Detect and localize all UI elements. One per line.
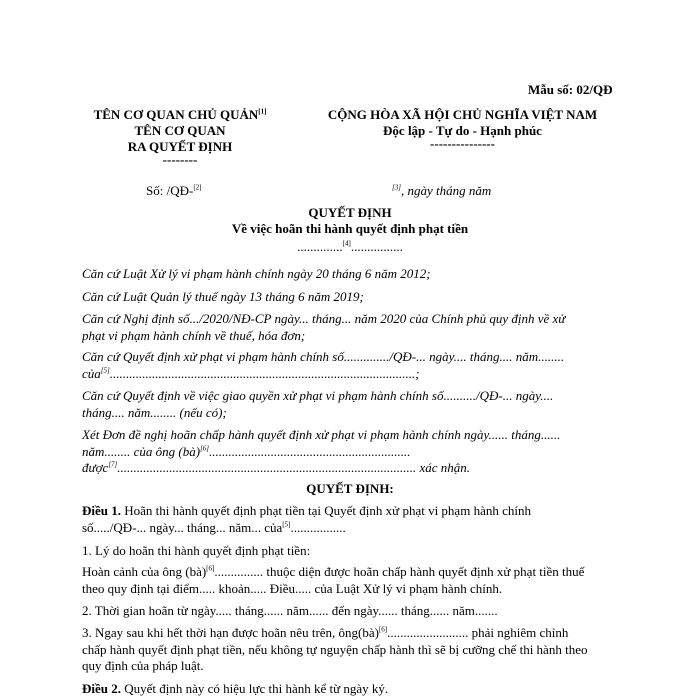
form-number: Mẫu số: 02/QĐ	[528, 82, 613, 97]
basis-text: được	[82, 460, 109, 475]
item-line: quy định của pháp luật.	[82, 658, 204, 673]
article-text: số...../QĐ-... ngày... tháng... năm... của	[82, 519, 283, 535]
item-line	[82, 625, 622, 642]
agency-separator: --------	[162, 152, 198, 167]
article-label: Điều 2.	[82, 681, 121, 696]
article-text: Hoãn thi hành quyết định phạt tiền tại Quyết định xử phạt vi phạm hành chính	[121, 503, 531, 518]
item-line: chấp hành quyết định phạt tiền, nếu không tự nguyện chấp hành thì sẽ bị cưỡng chế thi hành theo	[82, 641, 588, 657]
basis-text: ..............................................................	[209, 443, 411, 459]
basis-text: năm........ của ông (bà)	[82, 443, 201, 459]
basis-line: tháng.... năm........ (nếu có);	[82, 404, 227, 420]
article-line	[82, 520, 622, 537]
basis-text: ..............................................................................................;	[109, 365, 420, 381]
authority-dots-left: ..............	[297, 239, 343, 254]
document-subtitle: Về việc hoãn thi hành quyết định phạt tiền	[231, 221, 469, 236]
legal-basis-1	[82, 266, 622, 283]
agency-parent-text: TÊN CƠ QUAN CHỦ QUẢN	[93, 107, 259, 122]
footnote-ref: [2]	[193, 183, 202, 192]
item-line	[82, 564, 622, 581]
document-title: QUYẾT ĐỊNH	[308, 205, 392, 220]
item-text: 2. Thời gian hoãn từ ngày..... tháng...... năm...... đến ngày...... tháng...... năm.......	[82, 603, 498, 618]
legal-basis-2	[82, 289, 622, 306]
basis-line: Căn cứ Quyết định xử phạt vi phạm hành chính số............../QĐ-... ngày.... tháng.... năm........	[82, 349, 565, 364]
footnote-ref: [6]	[378, 625, 388, 634]
item-text: 3. Ngay sau khi hết thời hạn được hoãn nêu trên, ông(bà)	[82, 625, 379, 640]
article-text: Quyết định này có hiệu lực thi hành kể từ ngày ký.	[121, 681, 389, 696]
agency-name: TÊN CƠ QUAN	[134, 123, 226, 138]
basis-line: Căn cứ Quyết định về việc giao quyền xử phạt vi phạm hành chính số........../QĐ-... ngày....	[82, 388, 554, 403]
item-text: Hoàn cảnh của ông (bà)	[82, 564, 207, 579]
item-1-title	[82, 543, 622, 560]
article-2	[82, 681, 622, 698]
decision-number-label: Số: /QĐ-	[146, 183, 194, 198]
basis-line: phạt vi phạm hành chính về thuế, hóa đơn;	[82, 327, 306, 343]
motto-separator: ---------------	[430, 136, 495, 151]
item-1-body	[82, 564, 622, 597]
nation-motto: Độc lập - Tự do - Hạnh phúc	[383, 123, 542, 138]
item-3	[82, 625, 622, 675]
footnote-ref: [5]	[282, 520, 291, 529]
basis-text: của	[82, 365, 101, 381]
article-text: .................	[290, 519, 346, 535]
authority-dots-right: ................	[350, 239, 403, 254]
footnote-ref: [6]	[206, 564, 215, 573]
legal-basis-6	[82, 427, 622, 477]
basis-line: Xét Đơn đề nghị hoãn chấp hành quyết định xử phạt vi phạm hành chính ngày...... tháng......	[82, 427, 561, 442]
article-line	[82, 503, 622, 520]
footnote-ref: [7]	[108, 460, 118, 469]
basis-text: ............................................................................................ xác nhận.	[117, 460, 471, 475]
decision-number	[146, 183, 201, 199]
item-text: ............... thuộc diện được hoãn chấp hành quyết định xử phạt tiền thuế	[214, 564, 585, 579]
footnote-ref: [5]	[100, 366, 110, 375]
item-2	[82, 603, 622, 620]
item-text: ......................... phải nghiêm chỉnh	[387, 625, 569, 640]
item-line: theo quy định tại điểm..... khoản..... Điều..... của Luật Xử lý vi phạm hành chính.	[82, 580, 503, 596]
decision-heading: QUYẾT ĐỊNH:	[306, 481, 394, 496]
footnote-ref: [1]	[258, 107, 267, 116]
basis-line	[82, 366, 622, 383]
agency-parent	[75, 107, 285, 123]
legal-basis-5	[82, 388, 622, 421]
basis-line: Căn cứ Nghị định số.../2020/NĐ-CP ngày... tháng... năm 2020 của Chính phủ quy định về xử	[82, 311, 566, 326]
footnote-ref: [3]	[392, 183, 401, 192]
article-1	[82, 503, 622, 536]
nation-title: CỘNG HÒA XÃ HỘI CHỦ NGHĨA VIỆT NAM	[327, 107, 598, 122]
issuing-authority-line	[0, 239, 700, 255]
footnote-ref: [6]	[200, 444, 210, 453]
agency-issuer: RA QUYẾT ĐỊNH	[127, 139, 233, 154]
article-line	[82, 681, 622, 698]
basis-line: Căn cứ Luật Quản lý thuế ngày 13 tháng 6 năm 2019;	[82, 289, 364, 304]
article-label: Điều 1.	[82, 503, 121, 518]
legal-basis-4	[82, 349, 622, 382]
item-text: 1. Lý do hoãn thi hành quyết định phạt tiền:	[82, 543, 311, 558]
basis-line	[82, 444, 622, 461]
place-date-text: , ngày tháng năm	[400, 183, 492, 198]
basis-line	[82, 460, 622, 477]
legal-basis-3	[82, 311, 622, 344]
footnote-ref: [4]	[342, 239, 351, 248]
basis-line: Căn cứ Luật Xử lý vi phạm hành chính ngày 20 tháng 6 năm 2012;	[82, 266, 431, 281]
place-date	[392, 183, 491, 199]
